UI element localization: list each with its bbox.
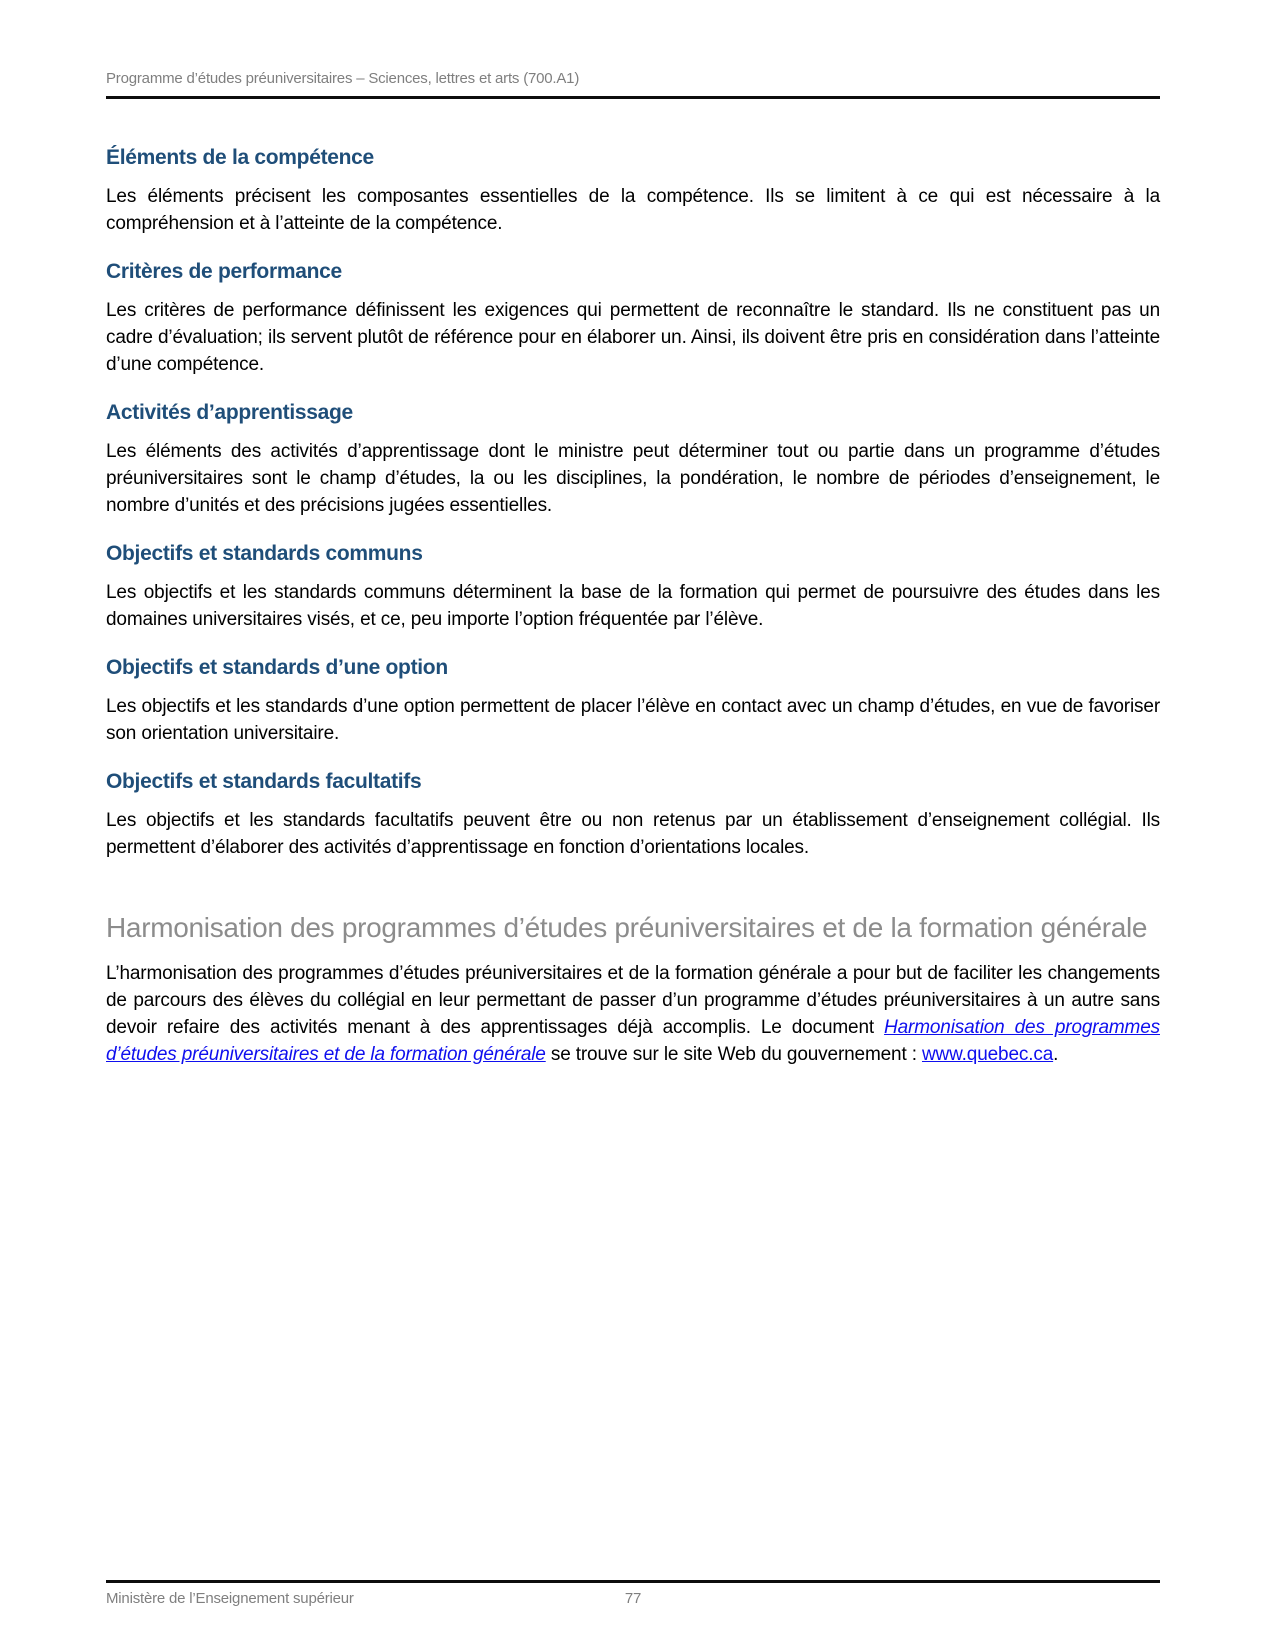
harmonisation-text-middle: se trouve sur le site Web du gouvernement : (545, 1044, 922, 1065)
harmonisation-text-after: . (1053, 1044, 1059, 1065)
section-objectifs-facultatifs (106, 747, 1160, 861)
footer-page-number: 77 (624, 1590, 642, 1607)
section-body: Les éléments des activités d’apprentissage dont le ministre peut déterminer tout ou partie dans un programme d’études préuniversitaires sont le champ d’études, la ou les disciplines, la pondération, le nombre de périodes d’enseignement, le nombre d’unités et des précisions jugées essentielles. (106, 441, 1160, 516)
section-objectifs-communs (106, 519, 1160, 633)
section-activites-apprentissage (106, 378, 1160, 519)
section-heading: Activités d’apprentissage (106, 401, 353, 424)
page-header (106, 70, 1160, 99)
harmonisation-heading: Harmonisation des programmes d’études préuniversitaires et de la formation générale (106, 912, 1148, 943)
footer-ministry: Ministère de l’Enseignement supérieur (106, 1590, 354, 1607)
section-body: Les objectifs et les standards communs déterminent la base de la formation qui permet de poursuivre des études dans les domaines universitaires visés, et ce, peu importe l’option fréquentée par l’élève. (106, 582, 1160, 630)
section-objectifs-option (106, 633, 1160, 747)
harmonisation-document-link[interactable]: Harmonisation des programmes d’études préuniversitaires et de la formation générale (106, 1017, 1160, 1065)
section-heading: Objectifs et standards facultatifs (106, 770, 422, 793)
section-body: Les critères de performance définissent les exigences qui permettent de reconnaître le standard. Ils ne constituent pas un cadre d’évaluation; ils servent plutôt de référence pour en élaborer un. Ainsi, ils doivent être pris en considération dans l’atteinte d’une compétence. (106, 300, 1160, 375)
section-body: Les objectifs et les standards facultatifs peuvent être ou non retenus par un établissement d’enseignement collégial. Ils permettent d’élaborer des activités d’apprentissage en fonction d’orientations locales. (106, 810, 1160, 858)
header-title: Programme d’études préuniversitaires – Sciences, lettres et arts (700.A1) (106, 70, 580, 87)
harmonisation-text-before: L’harmonisation des programmes d’études préuniversitaires et de la formation générale a pour but de faciliter les changements de parcours des élèves du collégial en leur permettant de passer d’un programme d’études préuniversitaires à un autre sans devoir refaire des activités menant à des apprentissages déjà accomplis. Le document (106, 963, 1160, 1038)
section-heading: Critères de performance (106, 260, 342, 283)
section-heading: Objectifs et standards communs (106, 542, 423, 565)
section-heading: Éléments de la compétence (106, 146, 374, 169)
section-body: Les objectifs et les standards d’une option permettent de placer l’élève en contact avec un champ d’études, en vue de favoriser son orientation universitaire. (106, 696, 1160, 744)
harmonisation-paragraph (106, 960, 1160, 1068)
section-harmonisation (106, 861, 1160, 1068)
section-body: Les éléments précisent les composantes essentielles de la compétence. Ils se limitent à ce qui est nécessaire à la compréhension et à l’atteinte de la compétence. (106, 186, 1160, 234)
quebec-website-link[interactable]: www.quebec.ca (921, 1044, 1054, 1065)
section-heading: Objectifs et standards d’une option (106, 656, 448, 679)
section-elements-competence (106, 99, 1160, 237)
section-criteres-performance (106, 237, 1160, 378)
page-footer (106, 1580, 1160, 1608)
